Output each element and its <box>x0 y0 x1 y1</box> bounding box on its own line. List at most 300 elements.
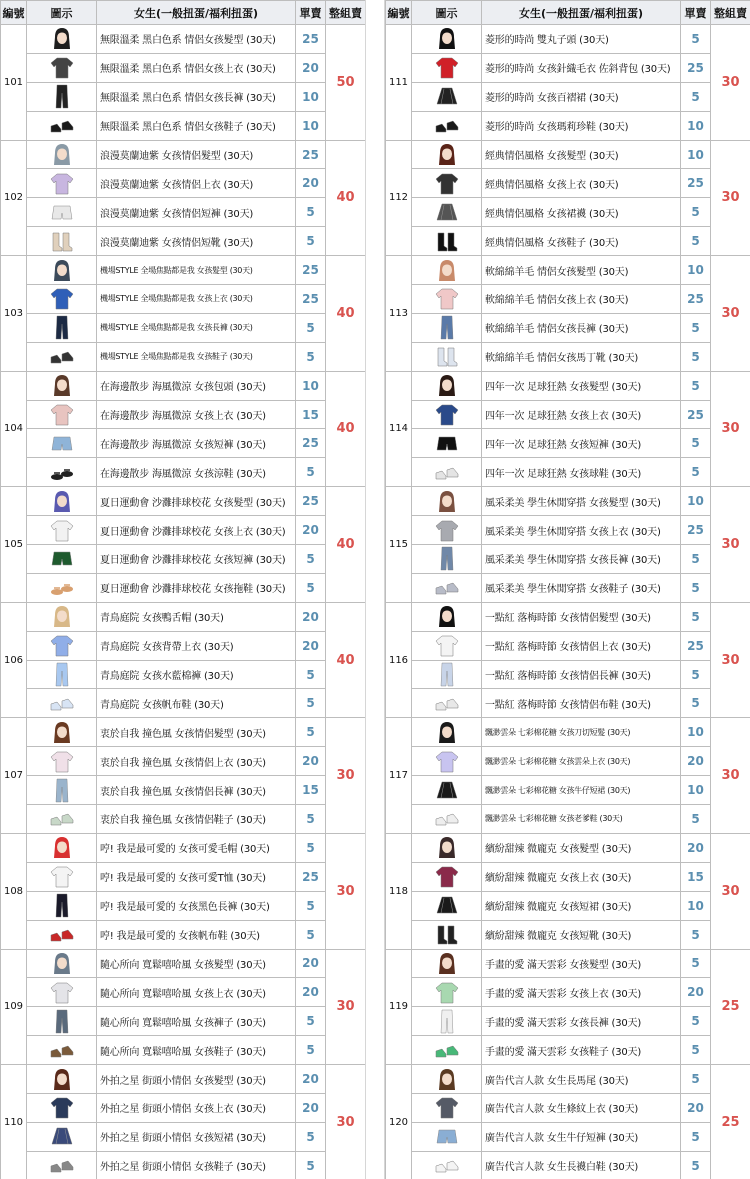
item-name: 手畫的愛 滿天雲彩 女孩髮型 (30天) <box>482 949 681 978</box>
hairstyle-icon <box>27 25 96 52</box>
hairstyle-icon <box>412 257 481 284</box>
item-thumbnail <box>412 516 482 545</box>
item-thumbnail <box>412 545 482 574</box>
table-row <box>386 140 750 169</box>
set-number: 111 <box>386 25 412 141</box>
set-number: 119 <box>386 949 412 1065</box>
set-number: 102 <box>1 140 27 256</box>
table-row <box>1 920 366 949</box>
single-price: 5 <box>681 920 711 949</box>
table-row <box>386 862 750 891</box>
table-row <box>1 1151 366 1179</box>
single-price: 5 <box>296 227 326 256</box>
item-thumbnail <box>27 833 97 862</box>
hairstyle-icon <box>412 950 481 977</box>
set-number: 107 <box>1 718 27 834</box>
item-name: 四年一次 足球狂熱 女孩髮型 (30天) <box>482 371 681 400</box>
item-name: 青鳥庭院 女孩水藍棉褲 (30天) <box>97 660 296 689</box>
table-row <box>1 660 366 689</box>
header-single-price: 單賣 <box>681 1 711 25</box>
single-price: 5 <box>296 718 326 747</box>
table-row <box>386 978 750 1007</box>
item-name: 菱形的時尚 女孩百褶裙 (30天) <box>482 82 681 111</box>
single-price: 5 <box>681 458 711 487</box>
item-name: 風采柔美 學生休閒穿搭 女孩髮型 (30天) <box>482 487 681 516</box>
item-thumbnail <box>27 1151 97 1179</box>
sandals-icon <box>27 459 96 486</box>
item-thumbnail <box>27 313 97 342</box>
table-row <box>1 602 366 631</box>
item-thumbnail <box>412 660 482 689</box>
item-thumbnail <box>27 718 97 747</box>
hairstyle-icon <box>412 1066 481 1093</box>
item-name: 隨心所向 寬鬆嘻哈風 女孩髮型 (30天) <box>97 949 296 978</box>
left-table-body <box>1 25 366 1179</box>
set-price: 50 <box>326 25 366 141</box>
table-row <box>1 82 366 111</box>
item-name: 在海邊散步 海風微涼 女孩上衣 (30天) <box>97 400 296 429</box>
top-icon <box>27 1094 96 1121</box>
table-row <box>1 458 366 487</box>
set-price: 30 <box>711 140 750 256</box>
single-price: 5 <box>681 545 711 574</box>
item-name: 一點紅 落梅時節 女孩情侶髮型 (30天) <box>482 602 681 631</box>
item-thumbnail <box>27 371 97 400</box>
item-thumbnail <box>27 776 97 805</box>
item-name: 在海邊散步 海風微涼 女孩短褲 (30天) <box>97 429 296 458</box>
table-row <box>386 198 750 227</box>
skirt-icon <box>412 892 481 919</box>
table-row <box>1 1065 366 1094</box>
item-thumbnail <box>412 256 482 285</box>
item-name: 菱形的時尚 女孩瑪莉珍鞋 (30天) <box>482 111 681 140</box>
single-price: 25 <box>681 169 711 198</box>
table-row <box>386 573 750 602</box>
sandals-icon <box>27 574 96 601</box>
table-row <box>1 313 366 342</box>
single-price: 5 <box>296 1036 326 1065</box>
item-name: 隨心所向 寬鬆嘻哈風 女孩褲子 (30天) <box>97 1007 296 1036</box>
right-header-row <box>386 1 750 25</box>
single-price: 25 <box>296 285 326 314</box>
top-icon <box>27 979 96 1006</box>
single-price: 5 <box>296 198 326 227</box>
item-name: 無限溫柔 黑白色系 情侶女孩髮型 (30天) <box>97 25 296 54</box>
table-row <box>386 400 750 429</box>
header-icon: 圖示 <box>27 1 97 25</box>
table-row <box>1 891 366 920</box>
top-icon <box>27 401 96 428</box>
column-divider <box>365 0 385 1179</box>
item-thumbnail <box>412 862 482 891</box>
item-name: 隨心所向 寬鬆嘻哈風 女孩上衣 (30天) <box>97 978 296 1007</box>
item-thumbnail <box>412 631 482 660</box>
boots-icon <box>27 228 96 255</box>
item-name: 四年一次 足球狂熱 女孩短褲 (30天) <box>482 429 681 458</box>
table-row <box>386 169 750 198</box>
item-thumbnail <box>412 949 482 978</box>
item-name: 經典情侶風格 女孩裙襪 (30天) <box>482 198 681 227</box>
single-price: 15 <box>296 400 326 429</box>
single-price: 5 <box>296 805 326 834</box>
item-name: 廣告代言人款 女生牛仔短褲 (30天) <box>482 1122 681 1151</box>
item-thumbnail <box>412 198 482 227</box>
item-name: 繽紛甜辣 微龐克 女孩髮型 (30天) <box>482 833 681 862</box>
single-price: 10 <box>681 718 711 747</box>
item-thumbnail <box>412 313 482 342</box>
hairstyle-icon <box>412 25 481 52</box>
table-row <box>1 1093 366 1122</box>
item-thumbnail <box>27 25 97 54</box>
table-row <box>1 776 366 805</box>
table-row <box>1 631 366 660</box>
header-icon: 圖示 <box>412 1 482 25</box>
single-price: 20 <box>296 516 326 545</box>
set-price: 30 <box>711 487 750 603</box>
item-thumbnail <box>27 545 97 574</box>
set-price: 30 <box>711 256 750 372</box>
item-name: 夏日運動會 沙灘排球校花 女孩上衣 (30天) <box>97 516 296 545</box>
item-name: 機場STYLE 全場焦點都是我 女孩鞋子 (30天) <box>97 342 296 371</box>
item-thumbnail <box>412 1151 482 1179</box>
table-row <box>386 949 750 978</box>
table-row <box>1 256 366 285</box>
pants-icon <box>27 777 96 804</box>
item-name: 衷於自我 撞色風 女孩情侶上衣 (30天) <box>97 747 296 776</box>
item-thumbnail <box>27 573 97 602</box>
pants-icon <box>412 1008 481 1035</box>
single-price: 25 <box>296 256 326 285</box>
skirt-icon <box>412 83 481 110</box>
shoes-icon <box>27 1037 96 1064</box>
skirt-icon <box>412 777 481 804</box>
shoes-icon <box>412 112 481 139</box>
item-thumbnail <box>412 1007 482 1036</box>
item-name: 菱形的時尚 女孩針織毛衣 佐斜背包 (30天) <box>482 53 681 82</box>
set-price: 25 <box>711 1065 750 1179</box>
table-row <box>1 140 366 169</box>
item-name: 衷於自我 撞色風 女孩情侶長褲 (30天) <box>97 776 296 805</box>
single-price: 15 <box>296 776 326 805</box>
single-price: 5 <box>681 602 711 631</box>
header-item-name: 女生(一般扭蛋/福利扭蛋) <box>482 1 681 25</box>
table-row <box>1 429 366 458</box>
table-row <box>1 371 366 400</box>
table-row <box>1 949 366 978</box>
table-row <box>1 53 366 82</box>
single-price: 20 <box>296 169 326 198</box>
item-thumbnail <box>27 111 97 140</box>
set-number: 101 <box>1 25 27 141</box>
single-price: 5 <box>681 949 711 978</box>
item-name: 一點紅 落梅時節 女孩情侶布鞋 (30天) <box>482 689 681 718</box>
single-price: 5 <box>681 429 711 458</box>
single-price: 5 <box>681 25 711 54</box>
single-price: 5 <box>296 342 326 371</box>
table-row <box>386 689 750 718</box>
item-name: 哼! 我是最可愛的 女孩可愛毛帽 (30天) <box>97 833 296 862</box>
single-price: 5 <box>296 689 326 718</box>
item-thumbnail <box>412 891 482 920</box>
item-name: 軟綿綿羊毛 情侶女孩上衣 (30天) <box>482 285 681 314</box>
item-thumbnail <box>412 718 482 747</box>
pants-icon <box>27 314 96 341</box>
item-name: 哼! 我是最可愛的 女孩黑色長褲 (30天) <box>97 891 296 920</box>
item-name: 四年一次 足球狂熱 女孩球鞋 (30天) <box>482 458 681 487</box>
table-row <box>386 313 750 342</box>
item-thumbnail <box>412 776 482 805</box>
set-number: 112 <box>386 140 412 256</box>
item-name: 隨心所向 寬鬆嘻哈風 女孩鞋子 (30天) <box>97 1036 296 1065</box>
item-thumbnail <box>412 140 482 169</box>
table-row <box>1 1122 366 1151</box>
table-row <box>1 285 366 314</box>
single-price: 5 <box>681 1007 711 1036</box>
item-thumbnail <box>412 25 482 54</box>
item-name: 在海邊散步 海風微涼 女孩包頭 (30天) <box>97 371 296 400</box>
item-thumbnail <box>27 1093 97 1122</box>
pants-icon <box>27 1008 96 1035</box>
hairstyle-icon <box>412 719 481 746</box>
item-thumbnail <box>27 1007 97 1036</box>
item-name: 軟綿綿羊毛 情侶女孩髮型 (30天) <box>482 256 681 285</box>
item-name: 哼! 我是最可愛的 女孩帆布鞋 (30天) <box>97 920 296 949</box>
single-price: 5 <box>296 1007 326 1036</box>
item-thumbnail <box>27 689 97 718</box>
item-thumbnail <box>412 1093 482 1122</box>
single-price: 10 <box>296 371 326 400</box>
set-number: 105 <box>1 487 27 603</box>
item-thumbnail <box>27 285 97 314</box>
top-icon <box>412 979 481 1006</box>
hairstyle-icon <box>27 834 96 861</box>
header-set-price: 整組賣 <box>711 1 750 25</box>
item-thumbnail <box>27 429 97 458</box>
item-name: 軟綿綿羊毛 情侶女孩長褲 (30天) <box>482 313 681 342</box>
table-row <box>1 1007 366 1036</box>
item-thumbnail <box>27 1122 97 1151</box>
table-row <box>386 747 750 776</box>
set-number: 115 <box>386 487 412 603</box>
shoes-icon <box>27 921 96 948</box>
single-price: 5 <box>681 1151 711 1179</box>
item-thumbnail <box>27 227 97 256</box>
table-row <box>386 256 750 285</box>
set-number: 118 <box>386 833 412 949</box>
item-name: 機場STYLE 全場焦點都是我 女孩長褲 (30天) <box>97 313 296 342</box>
boots-icon <box>412 228 481 255</box>
pants-icon <box>412 661 481 688</box>
single-price: 25 <box>296 140 326 169</box>
item-name: 飄渺雲朵 七彩棉花糖 女孩牛仔短裙 (30天) <box>482 776 681 805</box>
item-thumbnail <box>27 1065 97 1094</box>
table-row <box>1 545 366 574</box>
table-row <box>386 227 750 256</box>
single-price: 20 <box>681 1093 711 1122</box>
item-thumbnail <box>412 429 482 458</box>
set-price: 30 <box>326 833 366 949</box>
item-thumbnail <box>412 371 482 400</box>
single-price: 20 <box>681 978 711 1007</box>
single-price: 25 <box>296 25 326 54</box>
item-thumbnail <box>412 82 482 111</box>
table-row <box>1 227 366 256</box>
single-price: 20 <box>296 1065 326 1094</box>
single-price: 10 <box>681 487 711 516</box>
pants-icon <box>412 314 481 341</box>
item-thumbnail <box>27 198 97 227</box>
item-name: 無限溫柔 黑白色系 情侶女孩鞋子 (30天) <box>97 111 296 140</box>
item-thumbnail <box>27 400 97 429</box>
item-name: 在海邊散步 海風微涼 女孩涼鞋 (30天) <box>97 458 296 487</box>
item-name: 軟綿綿羊毛 情侶女孩馬丁靴 (30天) <box>482 342 681 371</box>
item-name: 飄渺雲朵 七彩棉花糖 女孩雲朵上衣 (30天) <box>482 747 681 776</box>
table-row <box>386 516 750 545</box>
item-thumbnail <box>412 458 482 487</box>
header-item-name: 女生(一般扭蛋/福利扭蛋) <box>97 1 296 25</box>
item-name: 無限溫柔 黑白色系 情侶女孩上衣 (30天) <box>97 53 296 82</box>
single-price: 5 <box>681 198 711 227</box>
shoes-icon <box>27 1152 96 1179</box>
single-price: 25 <box>681 516 711 545</box>
item-thumbnail <box>412 573 482 602</box>
top-icon <box>27 863 96 890</box>
item-name: 浪漫莫蘭迪紫 女孩情侶髮型 (30天) <box>97 140 296 169</box>
shoes-icon <box>412 690 481 717</box>
table-row <box>386 1065 750 1094</box>
single-price: 15 <box>681 862 711 891</box>
set-number: 109 <box>1 949 27 1065</box>
item-thumbnail <box>27 920 97 949</box>
item-name: 繽紛甜辣 微龐克 女孩上衣 (30天) <box>482 862 681 891</box>
single-price: 25 <box>681 631 711 660</box>
single-price: 5 <box>681 1122 711 1151</box>
single-price: 5 <box>296 573 326 602</box>
single-price: 25 <box>681 285 711 314</box>
single-price: 20 <box>296 949 326 978</box>
table-row <box>386 545 750 574</box>
table-row <box>386 371 750 400</box>
single-price: 5 <box>681 660 711 689</box>
hairstyle-icon <box>27 950 96 977</box>
item-name: 外拍之星 街頭小情侶 女孩短裙 (30天) <box>97 1122 296 1151</box>
table-row <box>386 487 750 516</box>
single-price: 5 <box>296 313 326 342</box>
table-row <box>386 1036 750 1065</box>
item-name: 青鳥庭院 女孩帆布鞋 (30天) <box>97 689 296 718</box>
table-row <box>1 400 366 429</box>
item-name: 青鳥庭院 女孩背帶上衣 (30天) <box>97 631 296 660</box>
set-price: 30 <box>326 1065 366 1179</box>
item-thumbnail <box>412 920 482 949</box>
top-icon <box>412 170 481 197</box>
hairstyle-icon <box>412 141 481 168</box>
shorts-icon <box>412 430 481 457</box>
item-name: 廣告代言人款 女生長馬尾 (30天) <box>482 1065 681 1094</box>
shoes-icon <box>412 1152 481 1179</box>
item-thumbnail <box>27 53 97 82</box>
item-name: 外拍之星 街頭小情侶 女孩上衣 (30天) <box>97 1093 296 1122</box>
table-row <box>386 718 750 747</box>
item-name: 手畫的愛 滿天雲彩 女孩鞋子 (30天) <box>482 1036 681 1065</box>
single-price: 10 <box>681 891 711 920</box>
item-name: 廣告代言人款 女生長襪白鞋 (30天) <box>482 1151 681 1179</box>
item-name: 浪漫莫蘭迪紫 女孩情侶短靴 (30天) <box>97 227 296 256</box>
single-price: 10 <box>296 111 326 140</box>
item-thumbnail <box>27 862 97 891</box>
set-price: 40 <box>326 602 366 718</box>
set-price: 30 <box>326 718 366 834</box>
table-row <box>1 573 366 602</box>
hairstyle-icon <box>412 603 481 630</box>
top-icon <box>27 54 96 81</box>
single-price: 5 <box>296 1122 326 1151</box>
item-thumbnail <box>27 169 97 198</box>
top-icon <box>27 285 96 312</box>
item-name: 經典情侶風格 女孩鞋子 (30天) <box>482 227 681 256</box>
left-price-table <box>0 0 365 1179</box>
single-price: 5 <box>296 891 326 920</box>
item-thumbnail <box>412 978 482 1007</box>
table-row <box>386 805 750 834</box>
table-row <box>1 718 366 747</box>
single-price: 10 <box>296 82 326 111</box>
item-thumbnail <box>412 342 482 371</box>
table-row <box>386 920 750 949</box>
hairstyle-icon <box>27 141 96 168</box>
item-name: 菱形的時尚 雙丸子頭 (30天) <box>482 25 681 54</box>
single-price: 5 <box>681 689 711 718</box>
table-row <box>1 805 366 834</box>
item-thumbnail <box>412 805 482 834</box>
shoes-icon <box>27 690 96 717</box>
item-name: 青鳥庭院 女孩鴨舌帽 (30天) <box>97 602 296 631</box>
hairstyle-icon <box>27 603 96 630</box>
top-icon <box>412 632 481 659</box>
single-price: 10 <box>681 140 711 169</box>
item-name: 一點紅 落梅時節 女孩情侶上衣 (30天) <box>482 631 681 660</box>
hairstyle-icon <box>27 488 96 515</box>
item-thumbnail <box>412 169 482 198</box>
single-price: 5 <box>681 82 711 111</box>
top-icon <box>412 748 481 775</box>
set-price: 30 <box>711 371 750 487</box>
hairstyle-icon <box>27 372 96 399</box>
table-row <box>386 833 750 862</box>
item-thumbnail <box>412 285 482 314</box>
single-price: 5 <box>681 1065 711 1094</box>
item-thumbnail <box>27 1036 97 1065</box>
item-thumbnail <box>412 1036 482 1065</box>
table-row <box>1 342 366 371</box>
table-row <box>1 747 366 776</box>
shorts-icon <box>27 199 96 226</box>
pants-icon <box>412 545 481 572</box>
set-number: 110 <box>1 1065 27 1179</box>
top-icon <box>27 748 96 775</box>
single-price: 5 <box>296 660 326 689</box>
item-thumbnail <box>412 602 482 631</box>
item-name: 浪漫莫蘭迪紫 女孩情侶上衣 (30天) <box>97 169 296 198</box>
item-name: 四年一次 足球狂熱 女孩上衣 (30天) <box>482 400 681 429</box>
item-thumbnail <box>27 949 97 978</box>
item-name: 外拍之星 街頭小情侶 女孩鞋子 (30天) <box>97 1151 296 1179</box>
single-price: 20 <box>296 53 326 82</box>
hairstyle-icon <box>412 488 481 515</box>
top-icon <box>27 517 96 544</box>
item-name: 機場STYLE 全場焦點都是我 女孩上衣 (30天) <box>97 285 296 314</box>
table-row <box>386 1122 750 1151</box>
